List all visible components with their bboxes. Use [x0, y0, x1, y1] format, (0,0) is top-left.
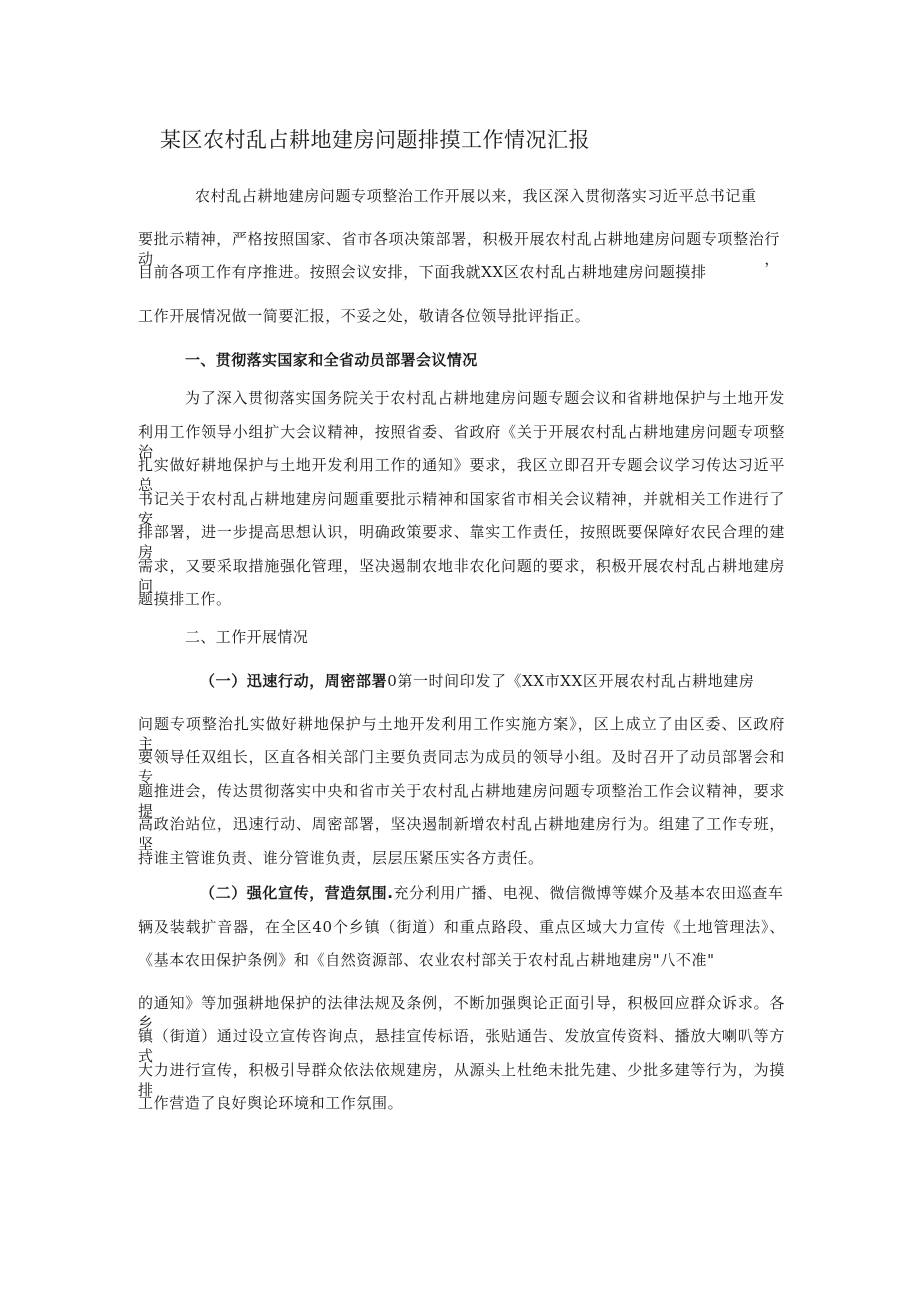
- body-line: 需求，又要采取措施强化管理，坚决遏制农地非农化问题的要求，积极开展农村乱占耕地建房问: [138, 557, 785, 595]
- body-line: 排部署，进一步提高思想认识，明确政策要求、靠实工作责任，按照既要保障好农民合理的建房: [138, 523, 785, 561]
- subsection-1-first-line: [200, 671, 754, 691]
- body-line: 镇（街道）通过设立宣传咨询点，悬挂宣传标语，张贴通告、发放宣传资料、播放大喇叭等方式: [138, 1027, 785, 1065]
- body-line: 扎实做好耕地保护与土地开发利用工作的通知》要求，我区立即召开专题会议学习传达习近平总: [138, 456, 785, 494]
- section-heading-2: 二、工作开展情况: [185, 628, 309, 646]
- subsection-1-label: （一）迅速行动，周密部署: [200, 672, 388, 690]
- body-line: 题推进会，传达贯彻落实中央和省市关于农村乱占耕地建房问题专项整治工作会议精神，要求提: [138, 782, 785, 820]
- body-line: 持谁主管谁负责、谁分管谁负责，层层压紧压实各方责任。: [138, 849, 544, 867]
- subsection-2-label: （二）强化宣传，营造氛围.: [200, 884, 394, 902]
- body-line: 辆及装载扩音器，在全区40个乡镇（街道）和重点路段、重点区域大力宣传《土地管理法》、: [138, 918, 785, 936]
- subsection-1-text: 0第一时间印发了《XX市XX区开展农村乱占耕地建房: [387, 672, 755, 690]
- body-line: 书记关于农村乱占耕地建房问题重要批示精神和国家省市相关会议精神，并就相关工作进行了安: [138, 490, 785, 528]
- body-line: 问题专项整治扎实做好耕地保护与土地开发利用工作实施方案》，区上成立了由区委、区政府主: [138, 715, 785, 753]
- body-line: 高政治站位，迅速行动、周密部署，坚决遏制新增农村乱占耕地建房行为。组建了工作专班，坚: [138, 815, 785, 853]
- section-heading-1: 一、贯彻落实国家和全省动员部署会议情况: [185, 351, 478, 369]
- intro-line: 要批示精神，严格按照国家、省市各项决策部署，积极开展农村乱占耕地建房问题专项整治行动，: [138, 230, 780, 268]
- subsection-2-text: 充分利用广播、电视、微信微博等媒介及基本农田巡查车: [393, 884, 784, 902]
- body-line: 题摸排工作。: [138, 590, 232, 608]
- subsection-2-first-line: [200, 883, 784, 903]
- intro-line: 工作开展情况做一简要汇报，不妥之处，敬请各位领导批评指正。: [138, 307, 591, 325]
- body-line: 《基本农田保护条例》和《自然资源部、农业农村部关于农村乱占耕地建房"八不准": [138, 951, 715, 969]
- document-title: 某区农村乱占耕地建房问题排摸工作情况汇报: [160, 128, 590, 152]
- intro-line: 目前各项工作有序推进。按照会议安排，下面我就XX区农村乱占耕地建房问题摸排: [138, 263, 707, 281]
- body-line: 为了深入贯彻落实国务院关于农村乱占耕地建房问题专题会议和省耕地保护与土地开发: [185, 389, 785, 407]
- body-line: 工作营造了良好舆论环境和工作氛围。: [138, 1094, 404, 1112]
- body-line: 利用工作领导小组扩大会议精神，按照省委、省政府《关于开展农村乱占耕地建房问题专项整治: [138, 423, 785, 461]
- body-line: 要领导任双组长，区直各相关部门主要负责同志为成员的领导小组。及时召开了动员部署会和专: [138, 748, 785, 786]
- intro-line: 农村乱占耕地建房问题专项整治工作开展以来，我区深入贯彻落实习近平总书记重: [195, 187, 757, 205]
- body-line: 的通知》等加强耕地保护的法律法规及条例，不断加强舆论正面引导，积极回应群众诉求。各乡: [138, 994, 785, 1032]
- body-line: 大力进行宣传，积极引导群众依法依规建房，从源头上杜绝未批先建、少批多建等行为，为摸排: [138, 1061, 785, 1099]
